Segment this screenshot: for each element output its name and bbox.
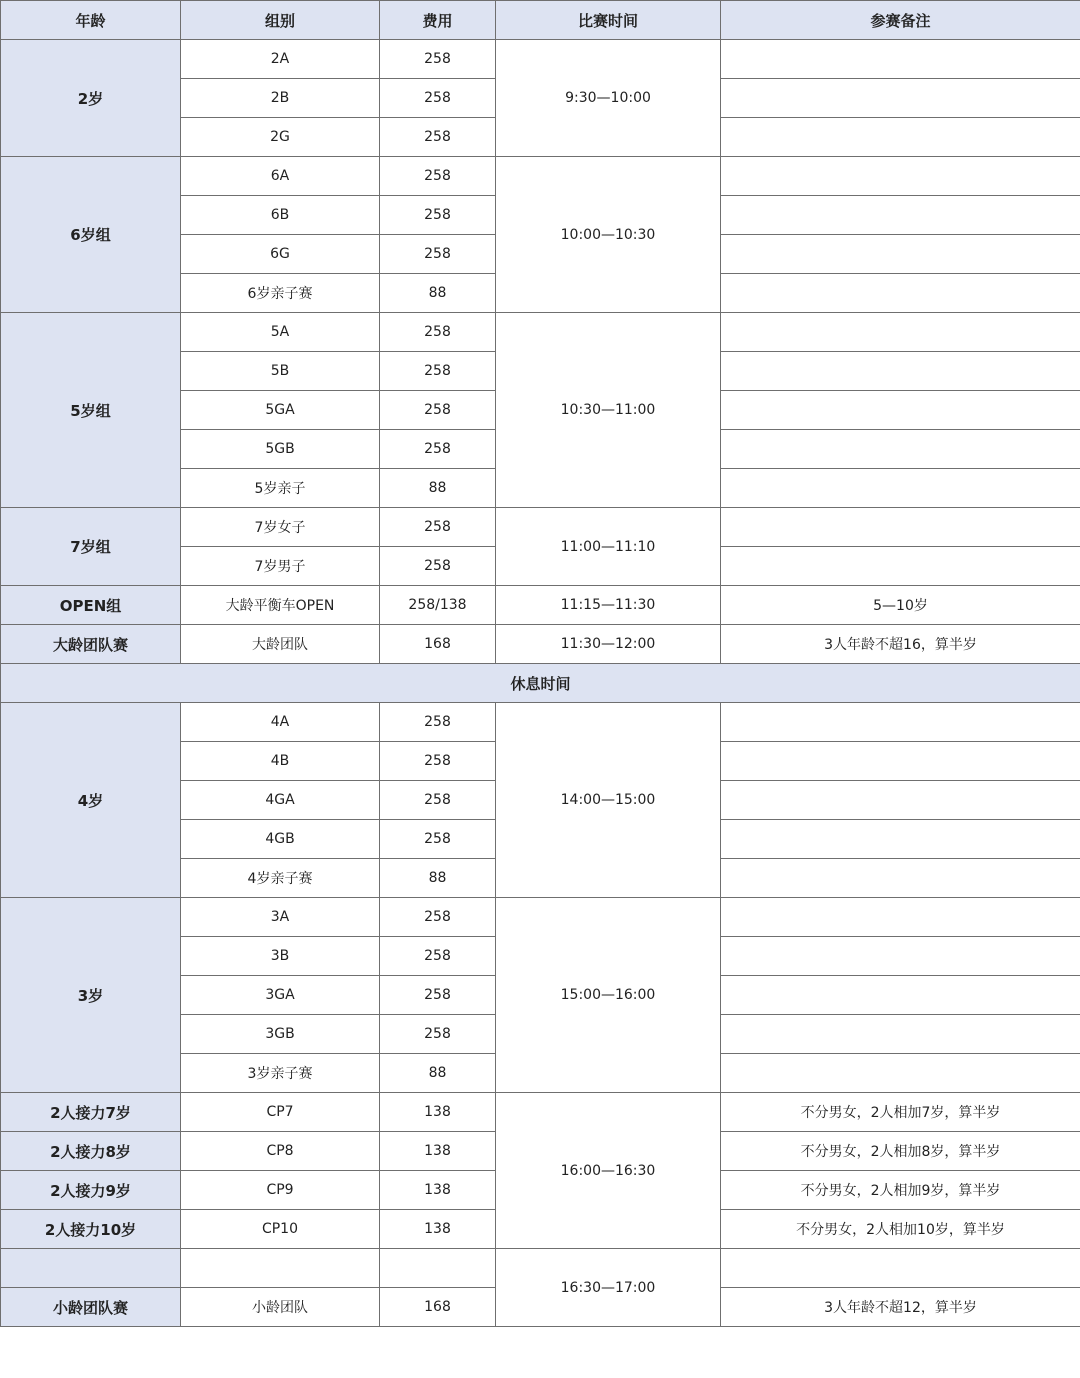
table-row bbox=[1, 157, 1080, 196]
fee-cell: 258 bbox=[380, 547, 496, 586]
fee-cell: 258 bbox=[380, 157, 496, 196]
fee-cell: 258 bbox=[380, 820, 496, 859]
group-cell: 7岁女子 bbox=[181, 508, 380, 547]
fee-cell: 258/138 bbox=[380, 586, 496, 625]
fee-cell: 258 bbox=[380, 703, 496, 742]
fee-cell: 88 bbox=[380, 859, 496, 898]
table-row bbox=[1, 703, 1080, 742]
group-cell: 大龄平衡车OPEN bbox=[181, 586, 380, 625]
group-cell: 6A bbox=[181, 157, 380, 196]
table-row bbox=[1, 625, 1080, 664]
break-label: 休息时间 bbox=[1, 664, 1080, 703]
age-cell bbox=[1, 1249, 181, 1288]
note-cell: 不分男女，2人相加10岁，算半岁 bbox=[721, 1210, 1080, 1249]
note-cell bbox=[721, 391, 1080, 430]
fee-cell: 258 bbox=[380, 1015, 496, 1054]
note-cell bbox=[721, 1054, 1080, 1093]
header-row bbox=[1, 1, 1080, 40]
table-body bbox=[1, 40, 1080, 1327]
fee-cell: 88 bbox=[380, 1054, 496, 1093]
note-cell bbox=[721, 508, 1080, 547]
fee-cell: 258 bbox=[380, 976, 496, 1015]
fee-cell: 258 bbox=[380, 352, 496, 391]
group-cell: 2A bbox=[181, 40, 380, 79]
note-cell bbox=[721, 79, 1080, 118]
note-cell bbox=[721, 742, 1080, 781]
note-cell bbox=[721, 274, 1080, 313]
fee-cell: 138 bbox=[380, 1093, 496, 1132]
group-cell: 4岁亲子赛 bbox=[181, 859, 380, 898]
group-cell: 2G bbox=[181, 118, 380, 157]
fee-cell: 258 bbox=[380, 781, 496, 820]
group-cell: 7岁男子 bbox=[181, 547, 380, 586]
note-cell bbox=[721, 196, 1080, 235]
table-row bbox=[1, 898, 1080, 937]
fee-cell: 258 bbox=[380, 40, 496, 79]
table-row bbox=[1, 1249, 1080, 1288]
header-fee: 费用 bbox=[380, 1, 496, 40]
fee-cell: 258 bbox=[380, 118, 496, 157]
fee-cell bbox=[380, 1249, 496, 1288]
group-cell: 4GB bbox=[181, 820, 380, 859]
fee-cell: 258 bbox=[380, 508, 496, 547]
fee-cell: 88 bbox=[380, 469, 496, 508]
note-cell bbox=[721, 898, 1080, 937]
note-cell: 3人年龄不超16，算半岁 bbox=[721, 625, 1080, 664]
group-cell: 3GB bbox=[181, 1015, 380, 1054]
time-cell: 14:00—15:00 bbox=[496, 703, 721, 898]
table-row bbox=[1, 40, 1080, 79]
note-cell bbox=[721, 820, 1080, 859]
age-cell: 小龄团队赛 bbox=[1, 1288, 181, 1327]
group-cell: 6B bbox=[181, 196, 380, 235]
group-cell: 2B bbox=[181, 79, 380, 118]
note-cell: 5—10岁 bbox=[721, 586, 1080, 625]
note-cell bbox=[721, 40, 1080, 79]
fee-cell: 168 bbox=[380, 625, 496, 664]
age-cell: 6岁组 bbox=[1, 157, 181, 313]
note-cell bbox=[721, 430, 1080, 469]
table-row bbox=[1, 313, 1080, 352]
note-cell bbox=[721, 1015, 1080, 1054]
fee-cell: 258 bbox=[380, 742, 496, 781]
group-cell: CP10 bbox=[181, 1210, 380, 1249]
time-cell: 11:00—11:10 bbox=[496, 508, 721, 586]
table-row bbox=[1, 1093, 1080, 1132]
time-cell: 16:00—16:30 bbox=[496, 1093, 721, 1249]
group-cell: 5GB bbox=[181, 430, 380, 469]
age-cell: OPEN组 bbox=[1, 586, 181, 625]
break-row bbox=[1, 664, 1080, 703]
note-cell bbox=[721, 235, 1080, 274]
time-cell: 15:00—16:00 bbox=[496, 898, 721, 1093]
fee-cell: 88 bbox=[380, 274, 496, 313]
note-cell bbox=[721, 781, 1080, 820]
age-cell: 大龄团队赛 bbox=[1, 625, 181, 664]
note-cell: 不分男女，2人相加9岁，算半岁 bbox=[721, 1171, 1080, 1210]
group-cell: 4GA bbox=[181, 781, 380, 820]
note-cell bbox=[721, 157, 1080, 196]
fee-cell: 258 bbox=[380, 391, 496, 430]
group-cell: CP7 bbox=[181, 1093, 380, 1132]
time-cell: 16:30—17:00 bbox=[496, 1249, 721, 1327]
header-group: 组别 bbox=[181, 1, 380, 40]
group-cell: 6G bbox=[181, 235, 380, 274]
group-cell bbox=[181, 1249, 380, 1288]
group-cell: 大龄团队 bbox=[181, 625, 380, 664]
group-cell: 3A bbox=[181, 898, 380, 937]
fee-cell: 138 bbox=[380, 1210, 496, 1249]
note-cell bbox=[721, 937, 1080, 976]
time-cell: 10:00—10:30 bbox=[496, 157, 721, 313]
fee-cell: 258 bbox=[380, 898, 496, 937]
note-cell bbox=[721, 859, 1080, 898]
table-header bbox=[1, 1, 1080, 40]
group-cell: CP9 bbox=[181, 1171, 380, 1210]
group-cell: 3GA bbox=[181, 976, 380, 1015]
fee-cell: 258 bbox=[380, 937, 496, 976]
age-cell: 2人接力7岁 bbox=[1, 1093, 181, 1132]
group-cell: 小龄团队 bbox=[181, 1288, 380, 1327]
group-cell: 5A bbox=[181, 313, 380, 352]
fee-cell: 138 bbox=[380, 1171, 496, 1210]
table-row bbox=[1, 586, 1080, 625]
age-cell: 5岁组 bbox=[1, 313, 181, 508]
age-cell: 4岁 bbox=[1, 703, 181, 898]
age-cell: 3岁 bbox=[1, 898, 181, 1093]
group-cell: 4B bbox=[181, 742, 380, 781]
group-cell: 5GA bbox=[181, 391, 380, 430]
table-row bbox=[1, 508, 1080, 547]
age-cell: 2人接力9岁 bbox=[1, 1171, 181, 1210]
header-age: 年龄 bbox=[1, 1, 181, 40]
time-cell: 11:30—12:00 bbox=[496, 625, 721, 664]
fee-cell: 258 bbox=[380, 313, 496, 352]
header-note: 参赛备注 bbox=[721, 1, 1080, 40]
note-cell bbox=[721, 703, 1080, 742]
time-cell: 11:15—11:30 bbox=[496, 586, 721, 625]
note-cell: 3人年龄不超12，算半岁 bbox=[721, 1288, 1080, 1327]
group-cell: 3岁亲子赛 bbox=[181, 1054, 380, 1093]
age-cell: 2人接力10岁 bbox=[1, 1210, 181, 1249]
note-cell bbox=[721, 1249, 1080, 1288]
note-cell bbox=[721, 118, 1080, 157]
group-cell: 5岁亲子 bbox=[181, 469, 380, 508]
group-cell: 4A bbox=[181, 703, 380, 742]
group-cell: 3B bbox=[181, 937, 380, 976]
age-cell: 2岁 bbox=[1, 40, 181, 157]
note-cell bbox=[721, 313, 1080, 352]
header-time: 比赛时间 bbox=[496, 1, 721, 40]
fee-cell: 258 bbox=[380, 79, 496, 118]
age-cell: 7岁组 bbox=[1, 508, 181, 586]
age-cell: 2人接力8岁 bbox=[1, 1132, 181, 1171]
note-cell bbox=[721, 547, 1080, 586]
group-cell: 5B bbox=[181, 352, 380, 391]
note-cell bbox=[721, 976, 1080, 1015]
time-cell: 9:30—10:00 bbox=[496, 40, 721, 157]
note-cell: 不分男女，2人相加8岁，算半岁 bbox=[721, 1132, 1080, 1171]
time-cell: 10:30—11:00 bbox=[496, 313, 721, 508]
group-cell: CP8 bbox=[181, 1132, 380, 1171]
fee-cell: 168 bbox=[380, 1288, 496, 1327]
note-cell bbox=[721, 469, 1080, 508]
fee-cell: 138 bbox=[380, 1132, 496, 1171]
note-cell bbox=[721, 352, 1080, 391]
group-cell: 6岁亲子赛 bbox=[181, 274, 380, 313]
fee-cell: 258 bbox=[380, 235, 496, 274]
fee-cell: 258 bbox=[380, 196, 496, 235]
note-cell: 不分男女，2人相加7岁，算半岁 bbox=[721, 1093, 1080, 1132]
fee-cell: 258 bbox=[380, 430, 496, 469]
